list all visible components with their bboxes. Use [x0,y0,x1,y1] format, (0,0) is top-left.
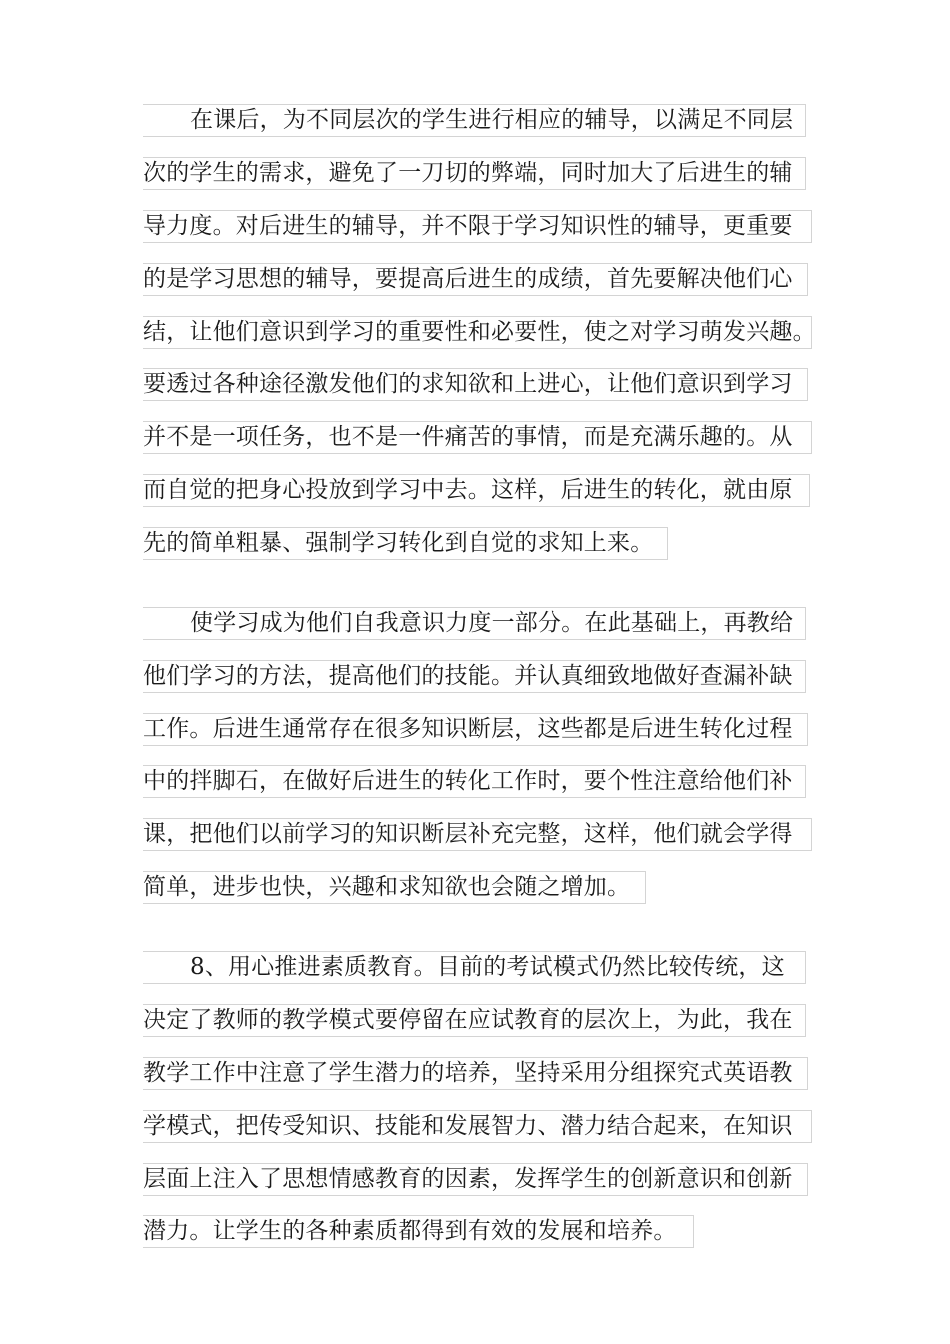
text-line: 课，把他们以前学习的知识断层补充完整，这样，他们就会学得 [143,818,812,851]
text-line: 中的拌脚石，在做好后进生的转化工作时，要个性注意给他们补 [143,765,806,798]
text-line: 层面上注入了思想情感教育的因素，发挥学生的创新意识和创新 [143,1163,808,1196]
text-line: 潜力。让学生的各种素质都得到有效的发展和培养。 [143,1215,694,1248]
text-line: 简单，进步也快，兴趣和求知欲也会随之增加。 [143,871,646,904]
text-line: 工作。后进生通常存在很多知识断层，这些都是后进生转化过程 [143,713,808,746]
text-line: 要透过各种途径激发他们的求知欲和上进心，让他们意识到学习 [143,368,808,401]
text-line: 8、用心推进素质教育。目前的考试模式仍然比较传统，这 [143,951,806,984]
text-line: 结，让他们意识到学习的重要性和必要性，使之对学习萌发兴趣。 [143,316,812,349]
text-line: 决定了教师的教学模式要停留在应试教育的层次上，为此，我在 [143,1004,806,1037]
text-line: 的是学习思想的辅导，要提高后进生的成绩，首先要解决他们心 [143,263,808,296]
text-line: 教学工作中注意了学生潜力的培养，坚持采用分组探究式英语教 [143,1057,808,1090]
text-line: 在课后，为不同层次的学生进行相应的辅导，以满足不同层 [143,104,806,137]
text-line: 先的简单粗暴、强制学习转化到自觉的求知上来。 [143,527,668,560]
text-line: 并不是一项任务，也不是一件痛苦的事情，而是充满乐趣的。从 [143,421,812,454]
text-line: 学模式，把传受知识、技能和发展智力、潜力结合起来，在知识 [143,1110,812,1143]
text-line: 而自觉的把身心投放到学习中去。这样，后进生的转化，就由原 [143,474,810,507]
text-line: 他们学习的方法，提高他们的技能。并认真细致地做好查漏补缺 [143,660,806,693]
text-line: 导力度。对后进生的辅导，并不限于学习知识性的辅导，更重要 [143,210,812,243]
text-line: 使学习成为他们自我意识力度一部分。在此基础上，再教给 [143,607,806,640]
text-line: 次的学生的需求，避免了一刀切的弊端，同时加大了后进生的辅 [143,157,806,190]
